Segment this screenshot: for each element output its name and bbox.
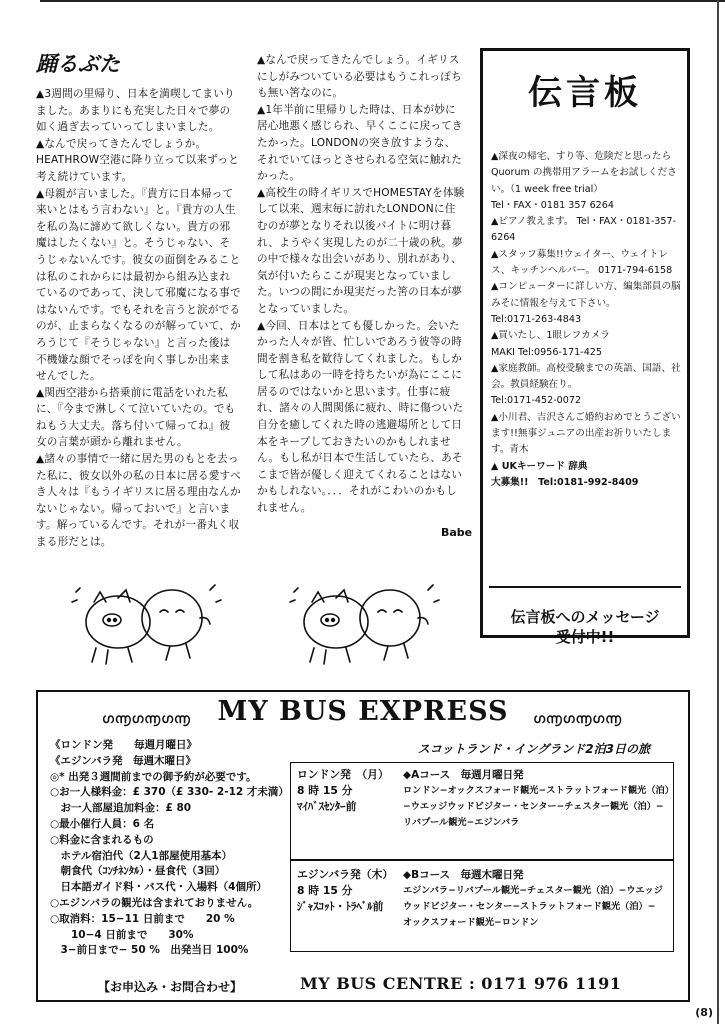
course-b-departure bbox=[297, 867, 407, 915]
bus-ad-subtitle: スコットランド・イングランド2泊3日の旅 bbox=[417, 742, 650, 756]
paragraph: HEATHROW空港に降り立って以来ずっと考え続けています。 bbox=[36, 154, 239, 183]
course-divider bbox=[291, 859, 673, 861]
bus-ad-details bbox=[50, 738, 296, 959]
detail-line: ホテル宿泊代（2人1部屋使用基本） bbox=[50, 849, 233, 862]
paragraph: ▲なんで戻ってきたんでしょう。イギリスにしがみついている必要はもうこれっぽちも無い筈なのに。 bbox=[257, 54, 462, 100]
paragraph: ▲諸々の事情で一緒に居た男のもとを去った私に、彼女以外の私の日本に居る愛すべき人々は『もうイギリスに居る理由なんかないじゃない。帰っておいで』と言います。解っているんです。それが一番丸く収まる形だとは。 bbox=[36, 453, 241, 549]
departure-line: ｼﾞｬｽｺｯﾄ・ﾄﾗﾍﾞﾙ前 bbox=[297, 900, 384, 913]
route-line: オックスフォード観光−ロンドン bbox=[403, 917, 539, 928]
route-line: ◆Bコース 毎週木曜日発 bbox=[403, 869, 524, 881]
board-item: MAKI Tel:0956-171-425 bbox=[491, 346, 603, 358]
article-title: 踊るぶた bbox=[36, 51, 120, 76]
route-line: リバプール観光−エジンバラ bbox=[403, 817, 520, 828]
board-item: ▲コンピューターに詳しい方、編集部員の脳みそに情報を与えて下さい。 bbox=[491, 281, 681, 309]
route-line: エジンバラ−リバプール観光−チェスター観光（泊）−ウエッジ bbox=[403, 885, 663, 896]
board-divider bbox=[489, 586, 681, 588]
course-b-route bbox=[403, 867, 673, 931]
course-a-route bbox=[403, 767, 673, 831]
board-item: Tel:0171-452-0072 bbox=[491, 395, 582, 407]
ornament: ഗ൬ഗ൬ഗ൬ bbox=[102, 712, 191, 727]
route-line: −ウエッジウッドビジター・センター−チェスター観光（泊）− bbox=[403, 801, 664, 812]
message-board-title: 伝言板 bbox=[528, 73, 642, 113]
schedule-line: ◎* 出発３週間前までの御予約が必要です。 bbox=[50, 770, 257, 783]
departure-line: 8 時 15 分 bbox=[297, 784, 353, 797]
departure-line: ロンドン発 （月） bbox=[297, 768, 389, 781]
paragraph: ▲1年半前に里帰りした時は、日本が妙に居心地悪く感じられ、早くここに戻ってきたかった。LONDONの突き放すような、それでいてほっとさせられる空気に触れたかった。 bbox=[257, 103, 463, 183]
right-border bbox=[717, 0, 719, 1024]
departure-line: エジンバラ発（木） bbox=[297, 868, 394, 881]
detail-line: 朝食代（ｺﾝﾁﾈﾝﾀﾙ）・昼食代（3回） bbox=[50, 865, 226, 878]
article-column-2 bbox=[257, 52, 465, 517]
board-item: ▲深夜の帰宅、すり等、危険だと思ったら Quorum の携帯用アラームをお試しください。（1 week free trial） bbox=[491, 151, 677, 195]
board-message-line: 伝言板へのメッセージ bbox=[510, 608, 660, 626]
message-board bbox=[480, 48, 690, 646]
bus-express-ad bbox=[36, 690, 690, 1002]
board-item: Tel・FAX・0181 357 6264 bbox=[491, 199, 614, 211]
detail-line: ○取消料：15−11 日前まで 20 % bbox=[50, 912, 235, 925]
bus-ad-title: MY BUS EXPRESS bbox=[217, 696, 509, 727]
paragraph: ▲3週間の里帰り、日本を満喫してまいりました。あまりにも充実した日々で夢の如く過ぎ去っていってしまいました。 bbox=[36, 88, 235, 134]
board-item: 大募集!! Tel:0181-992-8409 bbox=[491, 476, 639, 488]
bus-centre-phone: MY BUS CENTRE : 0171 976 1191 bbox=[300, 974, 622, 993]
contact-label: 【お申込み・お問合わせ】 bbox=[98, 980, 243, 994]
route-line: ロンドン−オックスフォード観光−ストラットフォード観光（泊） bbox=[403, 785, 674, 796]
board-item: ▲ UKキーワード 辞典 bbox=[491, 460, 588, 472]
paragraph: ▲関西空港から搭乗前に電話をいれた私に、『今まで淋しくて泣いていたの。でもねもう大丈夫。落ち付いて帰ってね』彼女の言葉が頭から離れません。 bbox=[36, 386, 236, 449]
detail-line: ○エジンバラの観光は含まれておりません。 bbox=[50, 896, 259, 909]
paragraph: ▲なんで戻ってきたんでしょうか。 bbox=[36, 137, 207, 150]
top-border bbox=[40, 0, 725, 2]
paragraph: ▲高校生の時イギリスでHOMESTAYを体験して以来、週末毎に訪れたLONDONに住むのが夢となりそれ以後バイトに明け暮れ、ようやく実現したのが二十歳の秋。夢の中で様々な出会いがあり、別れがあり、気が付いたらここが現実となっていました。いつの間にか現実だった筈の日本が夢となっていました。 bbox=[257, 186, 465, 315]
paragraph: ▲今回、日本はとても優しかった。会いたかった人々が皆、忙しいであろう彼等の時間を割き私を歓待してくれました。もしかして私はあの一時を持ちたいが為にここに居るのではないかと思います。仕事に疲れ、諸々の人間関係に疲れ、時に傷ついた自分を癒してくれた時の逃避場所として日本をキープしておきたいのかもしれません。もし私が日本で生活していたら、あそこまで皆が優しく迎えてくれることはないかもしれない。．．．それがこわいのかもしれません。 bbox=[257, 319, 464, 515]
pig-illustration bbox=[278, 572, 448, 672]
detail-line: ○料金に含まれるもの bbox=[50, 833, 154, 846]
board-message-line: 受付中!! bbox=[555, 628, 615, 646]
ornament: ഗ൬ഗ൬ഗ൬ bbox=[533, 712, 622, 727]
detail-line: 3−前日まで− 50 % 出発当日 100% bbox=[50, 944, 249, 957]
departure-line: 8 時 15 分 bbox=[297, 884, 353, 897]
route-line: ウッドビジター・センター−ストラットフォード観光（泊）− bbox=[403, 901, 656, 912]
article-column-1 bbox=[36, 86, 241, 551]
message-board-items bbox=[491, 149, 685, 491]
schedule-line: 《エジンバラ発 毎週木曜日》 bbox=[50, 754, 197, 767]
detail-line: ○最小催行人員：6 名 bbox=[50, 817, 155, 830]
article-signature: Babe bbox=[441, 526, 473, 539]
board-message bbox=[483, 607, 687, 647]
board-item: ▲スタッフ募集!!ウェイター、ウェイトレス、キッチンヘルパー。 0171-794-6158 bbox=[491, 248, 673, 277]
board-item: ▲小川君、吉沢さんご婚約おめでとうございます!!無事ジュニアの出産お祈りいたします。青木 bbox=[491, 411, 681, 456]
pig-illustration bbox=[60, 572, 230, 672]
paragraph: ▲母親が言いました。『貴方に日本帰って来いとはもう言わない』と。『貴方の人生を私の為に諦めて欲しくない。貴方の邪魔はしたくない』と。そうじゃない、そうじゃないんです。彼女の面倒をみることは私のこれからには最初から組み込まれているのであって、決して邪魔になる事ではないんです。でもそれを言うと涙がでるのが、止まらなくなるのが解っていて、かろうじて『そうじゃない』と言った後は不機嫌な顔でそっぽを向く事しか出来ませんでした。 bbox=[36, 187, 241, 383]
route-line: ◆Aコース 毎週月曜日発 bbox=[403, 769, 524, 781]
detail-line: お一人部屋追加料金：£ 80 bbox=[50, 802, 192, 815]
detail-line: 10−4 日前まで 30% bbox=[50, 928, 194, 941]
departure-line: ﾏｲﾊﾞｽｾﾝﾀｰ前 bbox=[297, 800, 357, 813]
schedule-line: 《ロンドン発 毎週月曜日》 bbox=[50, 739, 197, 751]
board-item: ▲家庭教師。高校受験までの英語、国語、社会。教員経験在り。 bbox=[491, 362, 681, 391]
course-table bbox=[290, 762, 674, 952]
board-item: ▲ピアノ教えます。 Tel・FAX・0181-357-6264 bbox=[491, 216, 677, 244]
board-item: Tel:0171-263-4843 bbox=[491, 313, 582, 325]
detail-line: ○お一人様料金：£ 370（£ 330- 2-12 才未満） bbox=[50, 786, 289, 799]
board-item: ▲買いたし、1眼レフカメラ bbox=[491, 330, 610, 342]
page-number: (8) bbox=[695, 1006, 713, 1019]
course-a-departure bbox=[297, 767, 407, 815]
detail-line: 日本語ガイド料・バス代・入場料（4個所） bbox=[50, 881, 267, 894]
